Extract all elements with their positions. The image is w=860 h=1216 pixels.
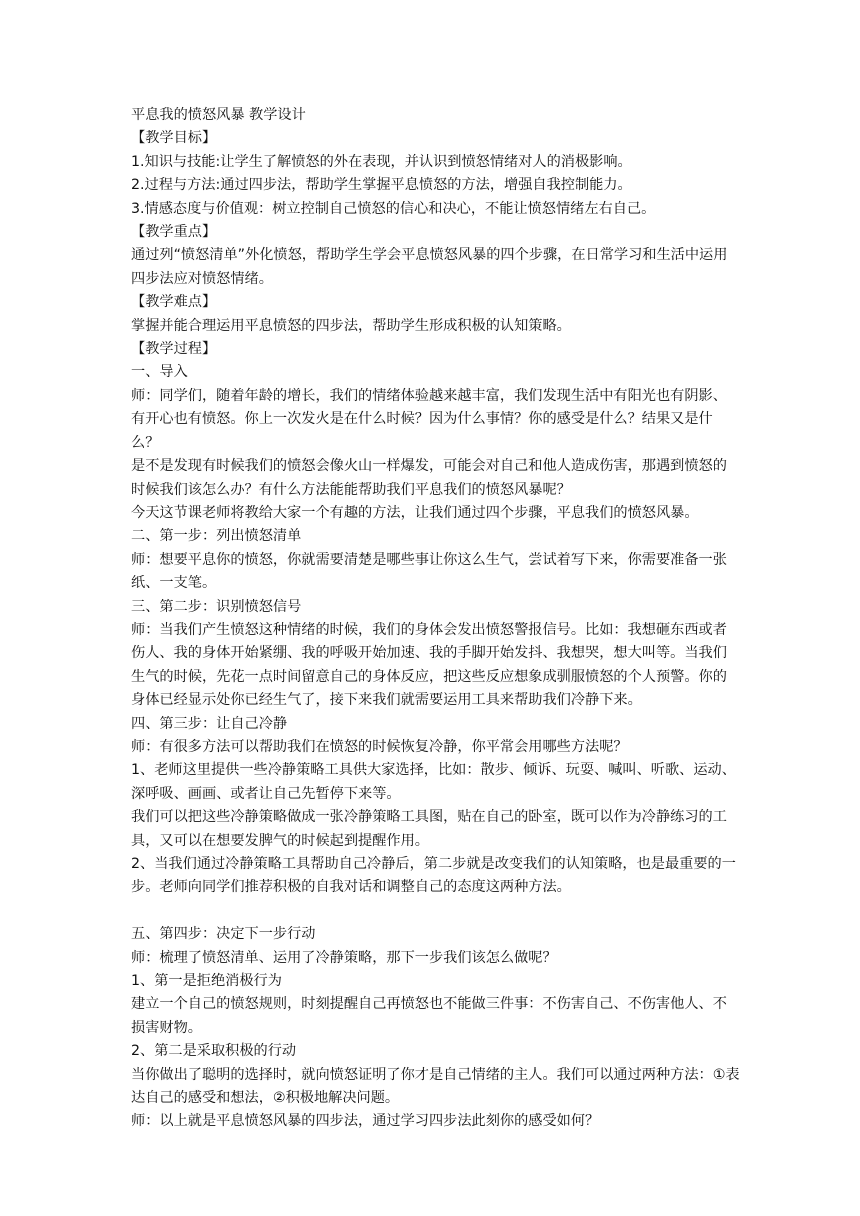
section-heading: 三、第二步：识别愤怒信号 (131, 598, 302, 615)
difficulties-paragraph: 掌握并能合理运用平息愤怒的四步法，帮助学生形成积极的认知策略。 (131, 317, 571, 334)
paragraph: 1、老师这里提供一些冷静策略工具供大家选择，比如：散步、倾诉、玩耍、喊叫、听歌、运动、深呼吸、画画、或者让自己先暂停下来等。 (131, 762, 736, 802)
paragraph: 我们可以把这些冷静策略做成一张冷静策略工具图，贴在自己的卧室，既可以作为冷静练习的工具，又可以在想要发脾气的时候起到提醒作用。 (131, 809, 727, 849)
keypoints-heading: 【教学重点】 (131, 224, 217, 241)
paragraph: 建立一个自己的愤怒规则，时刻提醒自己再愤怒也不能做三件事：不伤害自己、不伤害他人、不损害财物。 (131, 996, 727, 1036)
blank-line (131, 900, 741, 923)
paragraph: 师：当我们产生愤怒这种情绪的时候，我们的身体会发出愤怒警报信号。比如：我想砸东西或者伤人、我的身体开始紧绷、我的呼吸开始加速、我的手脚开始发抖、我想哭，想大叫等。当我们生气的时候，先花一点时间留意自己的身体反应，把这些反应想象成驯服愤怒的个人预警。你的身体已经显示处你已经生气了，接下来我们就需要运用工具来帮助我们冷静下来。 (131, 621, 727, 709)
paragraph: 今天这节课老师将教给大家一个有趣的方法，让我们通过四个步骤，平息我们的愤怒风暴。 (131, 504, 699, 521)
process-heading: 【教学过程】 (131, 341, 217, 358)
document-title: 平息我的愤怒风暴 教学设计 (131, 107, 306, 123)
objective-item: 2.过程与方法:通过四步法，帮助学生掌握平息愤怒的方法，增强自我控制能力。 (131, 177, 632, 194)
paragraph: 师：想要平息你的愤怒，你就需要清楚是哪些事让你这么生气，尝试着写下来，你需要准备一张纸、一支笔。 (131, 551, 727, 592)
section-heading: 二、第一步：列出愤怒清单 (131, 528, 302, 545)
paragraph: 师：以上就是平息愤怒风暴的四步法，通过学习四步法此刻你的感受如何？ (131, 1113, 600, 1130)
section-heading: 一、导入 (131, 364, 188, 381)
section-heading: 四、第三步：让自己冷静 (131, 715, 288, 732)
document-body (131, 104, 741, 1134)
objectives-heading: 【教学目标】 (131, 130, 217, 147)
paragraph: 当你做出了聪明的选择时，就向愤怒证明了你才是自己情绪的主人。我们可以通过两种方法：①表达自己的感受和想法，②积极地解决问题。 (131, 1066, 740, 1107)
paragraph: 师：有很多方法可以帮助我们在愤怒的时候恢复冷静，你平常会用哪些方法呢？ (131, 738, 628, 755)
paragraph: 2、第二是采取积极的行动 (131, 1043, 297, 1060)
paragraph: 师：梳理了愤怒清单、运用了冷静策略，那下一步我们该怎么做呢？ (131, 949, 557, 966)
paragraph: 2、当我们通过冷静策略工具帮助自己冷静后，第二步就是改变我们的认知策略，也是最重要的一步。老师向同学们推荐积极的自我对话和调整自己的态度这两种方法。 (131, 856, 736, 896)
section-heading: 五、第四步：决定下一步行动 (131, 926, 316, 943)
difficulties-heading: 【教学难点】 (131, 294, 217, 311)
paragraph: 师：同学们，随着年龄的增长，我们的情绪体验越来越丰富，我们发现生活中有阳光也有阴影、有开心也有愤怒。你上一次发火是在什么时候？因为什么事情？你的感受是什么？结果又是什么？ (131, 387, 727, 451)
paragraph: 1、第一是拒绝消极行为 (131, 973, 282, 990)
paragraph: 是不是发现有时候我们的愤怒会像火山一样爆发，可能会对自己和他人造成伤害，那遇到愤怒的时候我们该怎么办？有什么方法能能帮助我们平息我们的愤怒风暴呢？ (131, 458, 727, 498)
objective-item: 1.知识与技能:让学生了解愤怒的外在表现，并认识到愤怒情绪对人的消极影响。 (131, 153, 632, 170)
objective-item: 3.情感态度与价值观：树立控制自己愤怒的信心和决心，不能让愤怒情绪左右自己。 (131, 200, 656, 217)
keypoints-paragraph: 通过列“愤怒清单”外化愤怒，帮助学生学会平息愤怒风暴的四个步骤，在日常学习和生活中运用四步法应对愤怒情绪。 (131, 247, 728, 287)
